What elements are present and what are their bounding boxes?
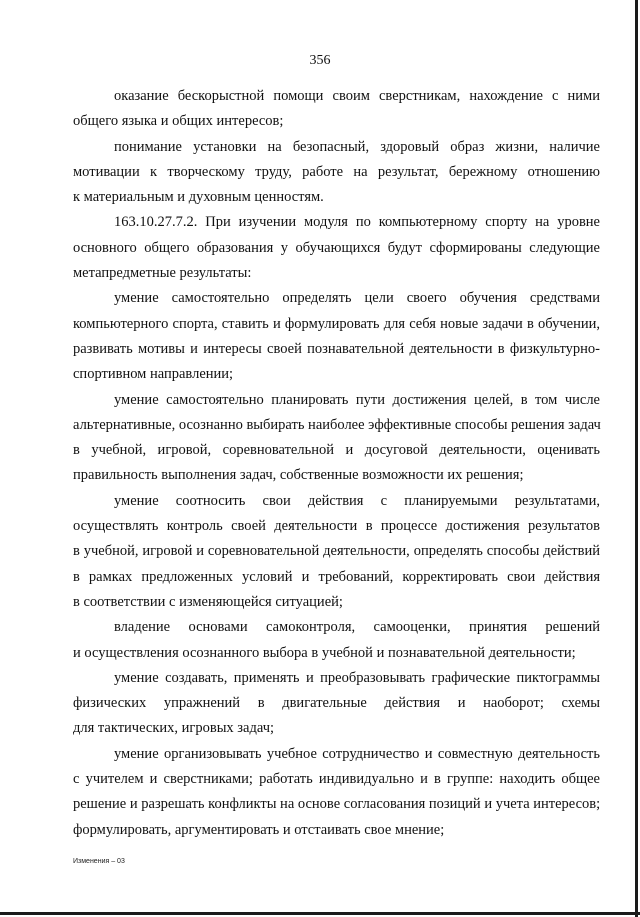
text-line: осуществлять контроль своей деятельности в процессе достижения результатов — [73, 518, 600, 535]
text-line: владение основами самоконтроля, самооценки, принятия решений — [114, 619, 600, 636]
text-line: оказание бескорыстной помощи своим сверстникам, нахождение с ними — [114, 88, 600, 104]
page-edge-bottom — [0, 912, 640, 915]
text-line: правильность выполнения задач, собственные возможности их решения; — [73, 467, 524, 484]
text-line: альтернативные, осознанно выбирать наиболее эффективные способы решения задач — [73, 416, 601, 433]
text-line: с учителем и сверстниками; работать индивидуально и в группе: находить общее — [73, 771, 600, 788]
text-line: мотивации к творческому труду, работе на результат, бережному отношению — [73, 163, 600, 180]
text-line: спортивном направлении; — [73, 366, 234, 383]
text-line: умение самостоятельно определять цели своего обучения средствами — [114, 290, 600, 307]
page-edge-right — [635, 0, 638, 917]
text-line: и осуществления осознанного выбора в учебной и познавательной деятельности; — [73, 644, 576, 661]
text-line: умение самостоятельно планировать пути достижения целей, в том числе — [114, 391, 600, 408]
text-line: в соответствии с изменяющейся ситуацией; — [73, 593, 343, 610]
page-number: 356 — [309, 53, 331, 68]
text-line: понимание установки на безопасный, здоровый образ жизни, наличие — [114, 138, 600, 155]
text-line: к материальным и духовным ценностям. — [73, 189, 324, 206]
text-line: в учебной, игровой и соревновательной деятельности, определять способы действий — [73, 543, 600, 560]
text-line: 163.10.27.7.2. При изучении модуля по компьютерному спорту на уровне — [114, 214, 600, 231]
text-line: физических упражнений в двигательные действия и наоборот; схемы — [73, 695, 600, 712]
document-body — [73, 84, 600, 843]
text-line: метапредметные результаты: — [73, 265, 252, 282]
text-line: умение организовывать учебное сотрудничество и совместную деятельность — [114, 745, 600, 762]
text-line: решение и разрешать конфликты на основе согласования позиций и учета интересов; — [73, 796, 601, 813]
text-line: основного общего образования у обучающихся будут сформированы следующие — [73, 239, 600, 256]
text-line: формулировать, аргументировать и отстаивать свое мнение; — [73, 821, 445, 838]
text-line: умение создавать, применять и преобразовывать графические пиктограммы — [114, 669, 600, 686]
text-line: для тактических, игровых задач; — [73, 720, 275, 737]
footer-revision-note: Изменения – 03 — [73, 858, 125, 865]
text-line: общего языка и общих интересов; — [73, 113, 284, 130]
text-line: в учебной, игровой, соревновательной и досуговой деятельности, оценивать — [73, 442, 600, 459]
text-line: в рамках предложенных условий и требований, корректировать свои действия — [73, 568, 600, 585]
text-line: умение соотносить свои действия с планируемыми результатами, — [114, 492, 600, 509]
text-line: компьютерного спорта, ставить и формулировать для себя новые задачи в обучении, — [73, 315, 600, 332]
text-line: развивать мотивы и интересы своей познавательной деятельности в физкультурно- — [73, 340, 600, 357]
